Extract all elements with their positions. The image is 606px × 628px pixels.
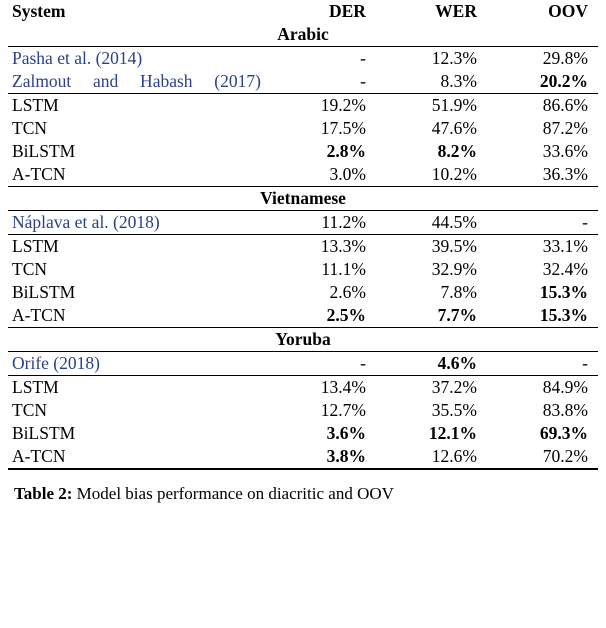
oov-value: 36.3% xyxy=(487,163,598,187)
table-row xyxy=(8,445,598,469)
system-name-cell[interactable] xyxy=(8,70,265,94)
oov-value: 15.3% xyxy=(539,282,588,302)
section-title: Yoruba xyxy=(8,328,598,352)
table-row xyxy=(8,399,598,422)
column-header-system: System xyxy=(12,1,66,21)
system-name-cell[interactable] xyxy=(8,352,265,376)
system-label: TCN xyxy=(12,259,47,279)
oov-value: 69.3% xyxy=(539,423,588,443)
system-label: A-TCN xyxy=(12,305,66,325)
system-name-cell xyxy=(8,445,265,469)
oov-value: 33.1% xyxy=(487,235,598,259)
section-header-row xyxy=(8,23,598,47)
oov-value: 33.6% xyxy=(542,141,588,161)
der-value: 2.6% xyxy=(329,282,366,302)
column-header-oov: OOV xyxy=(548,1,588,21)
table-row xyxy=(8,117,598,140)
system-name-cell[interactable] xyxy=(8,47,265,71)
wer-value: 51.9% xyxy=(376,94,487,118)
table-row xyxy=(8,422,598,445)
wer-value: 7.7% xyxy=(376,304,487,328)
der-value: 2.8% xyxy=(326,141,366,161)
wer-value: 8.2% xyxy=(437,141,477,161)
table-row xyxy=(8,70,598,94)
oov-value: 29.8% xyxy=(542,48,588,68)
wer-value: 12.1% xyxy=(428,423,477,443)
wer-value: 7.8% xyxy=(440,282,477,302)
wer-value: 12.6% xyxy=(376,445,487,469)
system-name-cell xyxy=(8,235,265,259)
oov-value: - xyxy=(582,212,588,232)
oov-value: 83.8% xyxy=(542,400,588,420)
system-label: TCN xyxy=(12,400,47,420)
wer-value: 35.5% xyxy=(431,400,477,420)
der-value: 3.6% xyxy=(326,423,366,443)
table-row xyxy=(8,376,598,400)
table-row xyxy=(8,163,598,187)
system-name-cell xyxy=(8,304,265,328)
oov-value: 84.9% xyxy=(487,376,598,400)
oov-value: 15.3% xyxy=(487,304,598,328)
wer-value: 37.2% xyxy=(376,376,487,400)
section-title: Arabic xyxy=(8,23,598,47)
system-label: A-TCN xyxy=(12,164,66,184)
wer-value: 12.3% xyxy=(431,48,477,68)
table-header-row xyxy=(8,0,598,23)
table-row xyxy=(8,47,598,71)
system-label: LSTM xyxy=(12,236,59,256)
system-name-cell xyxy=(8,258,265,281)
citation-link[interactable]: Pasha et al. (2014) xyxy=(12,48,143,68)
der-value: 11.1% xyxy=(321,259,366,279)
der-value: 13.4% xyxy=(265,376,376,400)
oov-value: 20.2% xyxy=(539,71,588,91)
der-value: - xyxy=(360,48,366,68)
system-name-cell xyxy=(8,281,265,304)
caption-prefix: Table 2: xyxy=(14,484,73,503)
der-value: 19.2% xyxy=(265,94,376,118)
section-title: Vietnamese xyxy=(8,187,598,211)
wer-value: 10.2% xyxy=(376,163,487,187)
citation-link[interactable]: Zalmout and Habash (2017) xyxy=(12,71,261,91)
section-header-row xyxy=(8,187,598,211)
wer-value: 47.6% xyxy=(431,118,477,138)
system-label: BiLSTM xyxy=(12,282,76,302)
der-value: 2.5% xyxy=(265,304,376,328)
system-name-cell xyxy=(8,117,265,140)
section-header-row xyxy=(8,328,598,352)
caption-text: Model bias performance on diacritic and OOV xyxy=(72,484,394,503)
der-value: 11.2% xyxy=(321,212,366,232)
wer-value: 4.6% xyxy=(437,353,477,373)
table-row xyxy=(8,258,598,281)
system-label: BiLSTM xyxy=(12,141,76,161)
table-row xyxy=(8,211,598,235)
system-label: BiLSTM xyxy=(12,423,76,443)
table-row xyxy=(8,352,598,376)
table-row xyxy=(8,140,598,163)
system-name-cell xyxy=(8,399,265,422)
system-label: LSTM xyxy=(12,377,59,397)
system-name-cell xyxy=(8,140,265,163)
citation-link[interactable]: Orife (2018) xyxy=(12,353,100,373)
column-header-wer: WER xyxy=(435,1,477,21)
system-name-cell xyxy=(8,163,265,187)
table-caption xyxy=(8,484,598,504)
table-row xyxy=(8,304,598,328)
system-label: A-TCN xyxy=(12,446,66,466)
wer-value: 44.5% xyxy=(431,212,477,232)
system-name-cell xyxy=(8,94,265,118)
system-name-cell xyxy=(8,376,265,400)
table-row xyxy=(8,281,598,304)
der-value: 3.0% xyxy=(265,163,376,187)
der-value: 13.3% xyxy=(265,235,376,259)
oov-value: 32.4% xyxy=(542,259,588,279)
der-value: - xyxy=(360,353,366,373)
der-value: 3.8% xyxy=(265,445,376,469)
oov-value: 87.2% xyxy=(542,118,588,138)
der-value: - xyxy=(360,71,366,91)
system-name-cell xyxy=(8,422,265,445)
table-row xyxy=(8,235,598,259)
citation-link[interactable]: Náplava et al. (2018) xyxy=(12,212,160,232)
der-value: 17.5% xyxy=(320,118,366,138)
results-table xyxy=(8,0,598,470)
system-label: TCN xyxy=(12,118,47,138)
system-name-cell[interactable] xyxy=(8,211,265,235)
wer-value: 8.3% xyxy=(440,71,477,91)
column-header-der: DER xyxy=(329,1,366,21)
oov-value: 86.6% xyxy=(487,94,598,118)
oov-value: 70.2% xyxy=(487,445,598,469)
system-label: LSTM xyxy=(12,95,59,115)
wer-value: 39.5% xyxy=(376,235,487,259)
wer-value: 32.9% xyxy=(431,259,477,279)
table-row xyxy=(8,94,598,118)
der-value: 12.7% xyxy=(320,400,366,420)
oov-value: - xyxy=(582,353,588,373)
